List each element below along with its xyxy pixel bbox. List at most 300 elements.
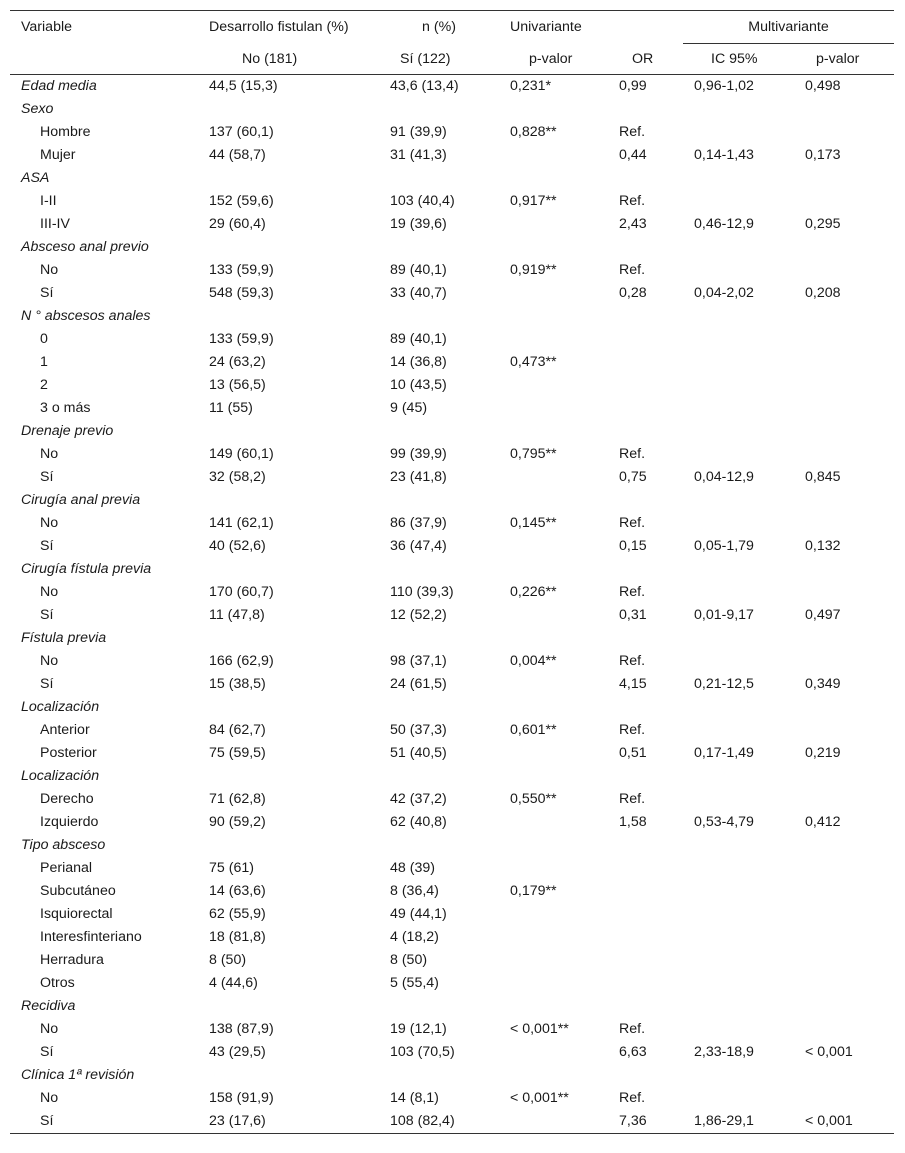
cell-no: 84 (62,7) bbox=[209, 722, 266, 738]
header-row-2 bbox=[10, 44, 894, 75]
cell-si bbox=[379, 696, 499, 719]
table-row bbox=[10, 811, 894, 834]
cell-no: 75 (61) bbox=[209, 860, 254, 876]
cell-or: 7,36 bbox=[608, 1110, 683, 1134]
cell-pvalor-multi bbox=[794, 259, 894, 282]
cell-si bbox=[379, 765, 499, 788]
cell-ic bbox=[683, 305, 794, 328]
cell-no: 133 (59,9) bbox=[209, 331, 274, 347]
cell-ic bbox=[683, 995, 794, 1018]
cell-si bbox=[379, 558, 499, 581]
cell-pvalor bbox=[499, 995, 608, 1018]
cell-si: 86 (37,9) bbox=[390, 515, 447, 531]
cell-pvalor-multi: 0,349 bbox=[805, 676, 841, 692]
variable-label: Drenaje previo bbox=[21, 423, 114, 439]
table-row bbox=[10, 604, 894, 627]
cell-si: 89 (40,1) bbox=[390, 262, 447, 278]
cell-no: 29 (60,4) bbox=[209, 216, 266, 232]
cell-si: 89 (40,1) bbox=[390, 331, 447, 347]
cell-si: 4 (18,2) bbox=[390, 929, 439, 945]
cell-pvalor: 0,231* bbox=[510, 78, 552, 94]
category-label: Derecho bbox=[40, 791, 94, 807]
table-row bbox=[10, 190, 894, 213]
cell-si: 103 (70,5) bbox=[390, 1044, 455, 1060]
cell-si: 43,6 (13,4) bbox=[390, 78, 459, 94]
category-label: Hombre bbox=[40, 124, 91, 140]
subheader-pvalor: p-valor bbox=[499, 44, 608, 75]
cell-no: 90 (59,2) bbox=[209, 814, 266, 830]
category-label: I-II bbox=[40, 193, 57, 209]
cell-pvalor bbox=[499, 328, 608, 351]
category-label: Interesfinteriano bbox=[40, 929, 142, 945]
cell-no: 158 (91,9) bbox=[209, 1090, 274, 1106]
cell-pvalor bbox=[499, 213, 608, 236]
cell-or bbox=[608, 627, 683, 650]
header-multivariante bbox=[683, 11, 894, 45]
header-multivariante-label: Multivariante bbox=[748, 19, 829, 35]
table-row bbox=[10, 972, 894, 995]
cell-no bbox=[198, 98, 379, 121]
cell-pvalor-multi bbox=[794, 949, 894, 972]
cell-pvalor bbox=[499, 1064, 608, 1087]
variable-row bbox=[10, 765, 894, 788]
header-n-percent: n (%) bbox=[379, 11, 499, 45]
cell-pvalor-multi: 0,208 bbox=[805, 285, 841, 301]
variable-label: Sexo bbox=[21, 101, 54, 117]
cell-or bbox=[608, 949, 683, 972]
cell-ic bbox=[683, 512, 794, 535]
table-row bbox=[10, 397, 894, 420]
category-label: Izquierdo bbox=[40, 814, 99, 830]
subheader-pvalor-multi: p-valor bbox=[794, 44, 894, 75]
table-row bbox=[10, 259, 894, 282]
variable-row bbox=[10, 236, 894, 259]
cell-no bbox=[198, 765, 379, 788]
category-label: Herradura bbox=[40, 952, 104, 968]
table-row bbox=[10, 282, 894, 305]
header-row-1 bbox=[10, 11, 894, 45]
cell-ic bbox=[683, 949, 794, 972]
variable-label: ASA bbox=[21, 170, 50, 186]
variable-label: Clínica 1ª revisión bbox=[21, 1067, 135, 1083]
variable-row bbox=[10, 167, 894, 190]
cell-ic bbox=[683, 328, 794, 351]
cell-pvalor bbox=[499, 98, 608, 121]
cell-si: 62 (40,8) bbox=[390, 814, 447, 830]
category-label: Sí bbox=[10, 1110, 198, 1134]
table-header bbox=[10, 11, 894, 75]
cell-si: 19 (39,6) bbox=[390, 216, 447, 232]
cell-or bbox=[608, 1064, 683, 1087]
table-row bbox=[10, 351, 894, 374]
variable-label: Cirugía fístula previa bbox=[21, 561, 152, 577]
cell-pvalor-multi: < 0,001 bbox=[794, 1110, 894, 1134]
cell-ic bbox=[683, 834, 794, 857]
cell-ic bbox=[683, 788, 794, 811]
cell-no: 13 (56,5) bbox=[209, 377, 266, 393]
table-row bbox=[10, 949, 894, 972]
variable-row bbox=[10, 98, 894, 121]
cell-si bbox=[379, 627, 499, 650]
category-label: Otros bbox=[40, 975, 75, 991]
cell-pvalor-multi bbox=[794, 167, 894, 190]
table-body bbox=[10, 75, 894, 1134]
cell-si: 42 (37,2) bbox=[390, 791, 447, 807]
cell-or bbox=[608, 420, 683, 443]
cell-pvalor-multi bbox=[794, 1087, 894, 1110]
cell-or bbox=[608, 995, 683, 1018]
cell-or bbox=[608, 167, 683, 190]
cell-no: 44,5 (15,3) bbox=[209, 78, 278, 94]
cell-pvalor-multi bbox=[794, 765, 894, 788]
cell-pvalor: 0,226** bbox=[510, 584, 557, 600]
cell-si: 5 (55,4) bbox=[390, 975, 439, 991]
table-row bbox=[10, 144, 894, 167]
cell-ic bbox=[683, 98, 794, 121]
cell-ic bbox=[683, 650, 794, 673]
cell-ic: 0,05-1,79 bbox=[694, 538, 754, 554]
cell-no: 141 (62,1) bbox=[209, 515, 274, 531]
cell-no bbox=[198, 834, 379, 857]
cell-pvalor bbox=[499, 489, 608, 512]
variable-label: Tipo absceso bbox=[21, 837, 106, 853]
cell-pvalor bbox=[499, 742, 608, 765]
category-label: III-IV bbox=[40, 216, 70, 232]
cell-no bbox=[198, 236, 379, 259]
cell-no: 138 (87,9) bbox=[209, 1021, 274, 1037]
cell-pvalor-multi: 0,132 bbox=[805, 538, 841, 554]
cell-or bbox=[608, 397, 683, 420]
cell-or: 0,99 bbox=[619, 78, 647, 94]
cell-ic bbox=[683, 259, 794, 282]
cell-si: 23 (41,8) bbox=[390, 469, 447, 485]
cell-no: 44 (58,7) bbox=[209, 147, 266, 163]
cell-or: 2,43 bbox=[619, 216, 647, 232]
category-label: Sí bbox=[40, 285, 54, 301]
cell-pvalor bbox=[499, 397, 608, 420]
table-row bbox=[10, 1110, 894, 1134]
cell-si: 36 (47,4) bbox=[390, 538, 447, 554]
cell-or: 0,51 bbox=[619, 745, 647, 761]
cell-no bbox=[198, 1064, 379, 1087]
cell-pvalor-multi: < 0,001 bbox=[805, 1044, 853, 1060]
subheader-no: No (181) bbox=[198, 44, 379, 75]
cell-si: 91 (39,9) bbox=[390, 124, 447, 140]
cell-or bbox=[608, 305, 683, 328]
cell-no: 23 (17,6) bbox=[198, 1110, 379, 1134]
category-label: Subcutáneo bbox=[40, 883, 116, 899]
cell-ic bbox=[683, 190, 794, 213]
cell-ic bbox=[683, 420, 794, 443]
multivariante-underline bbox=[683, 43, 894, 44]
variable-row bbox=[10, 834, 894, 857]
category-label: No bbox=[40, 1021, 59, 1037]
cell-or: Ref. bbox=[619, 791, 646, 807]
cell-ic: 1,86-29,1 bbox=[683, 1110, 794, 1134]
category-label: Mujer bbox=[40, 147, 76, 163]
cell-pvalor bbox=[499, 282, 608, 305]
cell-ic bbox=[683, 972, 794, 995]
cell-pvalor-multi bbox=[794, 719, 894, 742]
category-label: No bbox=[40, 446, 59, 462]
cell-no: 11 (55) bbox=[209, 400, 253, 416]
cell-ic bbox=[683, 121, 794, 144]
cell-or bbox=[608, 903, 683, 926]
cell-ic: 0,53-4,79 bbox=[694, 814, 754, 830]
table-row bbox=[10, 1041, 894, 1064]
cell-ic bbox=[683, 236, 794, 259]
cell-si: 103 (40,4) bbox=[390, 193, 455, 209]
cell-pvalor-multi bbox=[794, 305, 894, 328]
table-row bbox=[10, 903, 894, 926]
category-label: No bbox=[40, 515, 59, 531]
category-label: Sí bbox=[40, 469, 54, 485]
table-row bbox=[10, 673, 894, 696]
cell-ic: 2,33-18,9 bbox=[694, 1044, 754, 1060]
cell-or bbox=[608, 558, 683, 581]
cell-no: 8 (50) bbox=[209, 952, 247, 968]
table-row bbox=[10, 788, 894, 811]
cell-no: 75 (59,5) bbox=[209, 745, 266, 761]
cell-pvalor-multi: 0,295 bbox=[805, 216, 841, 232]
cell-no: 15 (38,5) bbox=[209, 676, 266, 692]
cell-no: 11 (47,8) bbox=[209, 607, 265, 623]
category-label: Posterior bbox=[40, 745, 97, 761]
cell-pvalor-multi bbox=[794, 857, 894, 880]
cell-pvalor bbox=[499, 374, 608, 397]
cell-pvalor bbox=[499, 1041, 608, 1064]
cell-pvalor-multi: 0,412 bbox=[805, 814, 841, 830]
cell-ic: 0,21-12,5 bbox=[694, 676, 754, 692]
cell-pvalor-multi bbox=[794, 397, 894, 420]
cell-no: 18 (81,8) bbox=[209, 929, 266, 945]
cell-no: 137 (60,1) bbox=[209, 124, 274, 140]
cell-ic bbox=[683, 857, 794, 880]
cell-ic bbox=[683, 1018, 794, 1041]
cell-si bbox=[379, 305, 499, 328]
cell-ic bbox=[683, 489, 794, 512]
cell-or: Ref. bbox=[619, 124, 646, 140]
variable-row bbox=[10, 558, 894, 581]
cell-or: Ref. bbox=[619, 722, 646, 738]
cell-or: Ref. bbox=[619, 262, 646, 278]
subheader-ic: IC 95% bbox=[683, 44, 794, 75]
cell-or: 0,75 bbox=[619, 469, 647, 485]
cell-no: 548 (59,3) bbox=[209, 285, 274, 301]
cell-no bbox=[198, 489, 379, 512]
cell-or bbox=[608, 880, 683, 903]
cell-ic bbox=[683, 696, 794, 719]
cell-or bbox=[608, 489, 683, 512]
cell-pvalor: 0,828** bbox=[510, 124, 557, 140]
cell-pvalor-multi bbox=[794, 190, 894, 213]
header-empty bbox=[608, 11, 683, 45]
cell-pvalor bbox=[499, 627, 608, 650]
cell-no bbox=[198, 558, 379, 581]
cell-pvalor-multi bbox=[794, 1018, 894, 1041]
cell-or bbox=[608, 857, 683, 880]
cell-no: 170 (60,7) bbox=[209, 584, 274, 600]
cell-pvalor-multi bbox=[794, 328, 894, 351]
category-label: 2 bbox=[40, 377, 48, 393]
category-label: No bbox=[40, 262, 59, 278]
table-row bbox=[10, 466, 894, 489]
table-row bbox=[10, 443, 894, 466]
results-table-container bbox=[10, 10, 894, 1134]
cell-si: 51 (40,5) bbox=[390, 745, 447, 761]
cell-pvalor-multi bbox=[794, 558, 894, 581]
category-label: Sí bbox=[40, 607, 54, 623]
cell-pvalor-multi bbox=[794, 926, 894, 949]
table-row bbox=[10, 719, 894, 742]
cell-si bbox=[379, 1064, 499, 1087]
cell-si bbox=[379, 834, 499, 857]
cell-pvalor bbox=[499, 604, 608, 627]
cell-pvalor: 0,179** bbox=[510, 883, 557, 899]
cell-pvalor: 0,550** bbox=[510, 791, 557, 807]
variable-row bbox=[10, 305, 894, 328]
cell-pvalor bbox=[499, 236, 608, 259]
cell-or: Ref. bbox=[619, 1021, 646, 1037]
cell-pvalor bbox=[499, 696, 608, 719]
cell-pvalor: 0,145** bbox=[510, 515, 557, 531]
cell-or: Ref. bbox=[619, 584, 646, 600]
cell-si: 10 (43,5) bbox=[390, 377, 447, 393]
cell-pvalor-multi bbox=[794, 374, 894, 397]
header-univariante: Univariante bbox=[499, 11, 608, 45]
cell-no bbox=[198, 995, 379, 1018]
table-row bbox=[10, 213, 894, 236]
variable-row bbox=[10, 995, 894, 1018]
cell-or: 1,58 bbox=[619, 814, 647, 830]
cell-pvalor: < 0,001** bbox=[510, 1021, 569, 1037]
cell-pvalor-multi bbox=[794, 696, 894, 719]
variable-label: N ° abscesos anales bbox=[21, 308, 151, 324]
cell-or bbox=[608, 98, 683, 121]
results-table bbox=[10, 10, 894, 1134]
cell-pvalor-multi bbox=[794, 489, 894, 512]
cell-pvalor-multi: 0,219 bbox=[805, 745, 841, 761]
cell-ic bbox=[683, 903, 794, 926]
table-row bbox=[10, 121, 894, 144]
variable-row bbox=[10, 1064, 894, 1087]
cell-or: 0,28 bbox=[619, 285, 647, 301]
cell-si bbox=[379, 98, 499, 121]
cell-pvalor bbox=[499, 972, 608, 995]
cell-or bbox=[608, 236, 683, 259]
cell-pvalor: 0,919** bbox=[510, 262, 557, 278]
cell-pvalor bbox=[499, 535, 608, 558]
cell-si: 9 (45) bbox=[390, 400, 428, 416]
cell-ic bbox=[683, 581, 794, 604]
cell-pvalor-multi: 0,498 bbox=[805, 78, 841, 94]
cell-si: 8 (50) bbox=[390, 952, 428, 968]
cell-si: 19 (12,1) bbox=[390, 1021, 447, 1037]
header-variable: Variable bbox=[10, 11, 198, 45]
table-row bbox=[10, 857, 894, 880]
category-label: No bbox=[40, 653, 59, 669]
category-label: 3 o más bbox=[40, 400, 91, 416]
cell-pvalor: < 0,001** bbox=[510, 1090, 569, 1106]
cell-pvalor bbox=[499, 834, 608, 857]
cell-or: Ref. bbox=[619, 193, 646, 209]
cell-no: 152 (59,6) bbox=[209, 193, 274, 209]
cell-si: 99 (39,9) bbox=[390, 446, 447, 462]
cell-or bbox=[608, 765, 683, 788]
table-row bbox=[10, 1087, 894, 1110]
cell-no: 40 (52,6) bbox=[209, 538, 266, 554]
cell-ic bbox=[683, 880, 794, 903]
cell-pvalor-multi bbox=[794, 995, 894, 1018]
cell-si bbox=[379, 236, 499, 259]
cell-no bbox=[198, 420, 379, 443]
cell-ic: 0,96-1,02 bbox=[694, 78, 754, 94]
category-label: Sí bbox=[40, 676, 54, 692]
cell-or: Ref. bbox=[619, 653, 646, 669]
category-label: Isquiorectal bbox=[40, 906, 113, 922]
cell-pvalor-multi bbox=[794, 581, 894, 604]
cell-pvalor bbox=[499, 420, 608, 443]
cell-ic: 0,17-1,49 bbox=[694, 745, 754, 761]
cell-si: 14 (8,1) bbox=[390, 1090, 439, 1106]
cell-no: 43 (29,5) bbox=[209, 1044, 266, 1060]
cell-pvalor-multi bbox=[794, 98, 894, 121]
cell-or bbox=[608, 351, 683, 374]
cell-si bbox=[379, 489, 499, 512]
cell-si: 110 (39,3) bbox=[390, 584, 454, 600]
cell-ic bbox=[683, 397, 794, 420]
cell-no: 24 (63,2) bbox=[209, 354, 266, 370]
cell-pvalor bbox=[499, 673, 608, 696]
category-label: No bbox=[40, 1090, 59, 1106]
cell-or: Ref. bbox=[619, 446, 646, 462]
cell-or bbox=[608, 926, 683, 949]
cell-si: 50 (37,3) bbox=[390, 722, 447, 738]
cell-pvalor: 0,004** bbox=[510, 653, 557, 669]
cell-ic: 0,46-12,9 bbox=[694, 216, 754, 232]
category-label: Anterior bbox=[40, 722, 90, 738]
cell-pvalor: 0,917** bbox=[510, 193, 557, 209]
cell-si: 49 (44,1) bbox=[390, 906, 447, 922]
table-row bbox=[10, 328, 894, 351]
cell-ic bbox=[683, 374, 794, 397]
cell-or: 4,15 bbox=[619, 676, 647, 692]
cell-ic: 0,14-1,43 bbox=[694, 147, 754, 163]
cell-pvalor: 0,473** bbox=[510, 354, 557, 370]
table-row bbox=[10, 535, 894, 558]
cell-ic bbox=[683, 351, 794, 374]
cell-or: 0,15 bbox=[619, 538, 647, 554]
cell-si bbox=[379, 995, 499, 1018]
category-label: Sí bbox=[40, 1044, 54, 1060]
cell-pvalor bbox=[499, 167, 608, 190]
cell-si bbox=[379, 167, 499, 190]
cell-ic bbox=[683, 627, 794, 650]
cell-pvalor-multi bbox=[794, 627, 894, 650]
cell-or bbox=[608, 834, 683, 857]
cell-ic: 0,04-12,9 bbox=[694, 469, 754, 485]
cell-pvalor-multi bbox=[794, 236, 894, 259]
cell-no bbox=[198, 305, 379, 328]
category-label: Perianal bbox=[40, 860, 93, 876]
cell-si: 98 (37,1) bbox=[390, 653, 447, 669]
cell-pvalor-multi bbox=[794, 788, 894, 811]
cell-ic bbox=[683, 167, 794, 190]
subheader-empty bbox=[10, 44, 198, 75]
cell-si: 14 (36,8) bbox=[390, 354, 447, 370]
variable-label: Edad media bbox=[21, 78, 97, 94]
variable-row bbox=[10, 420, 894, 443]
